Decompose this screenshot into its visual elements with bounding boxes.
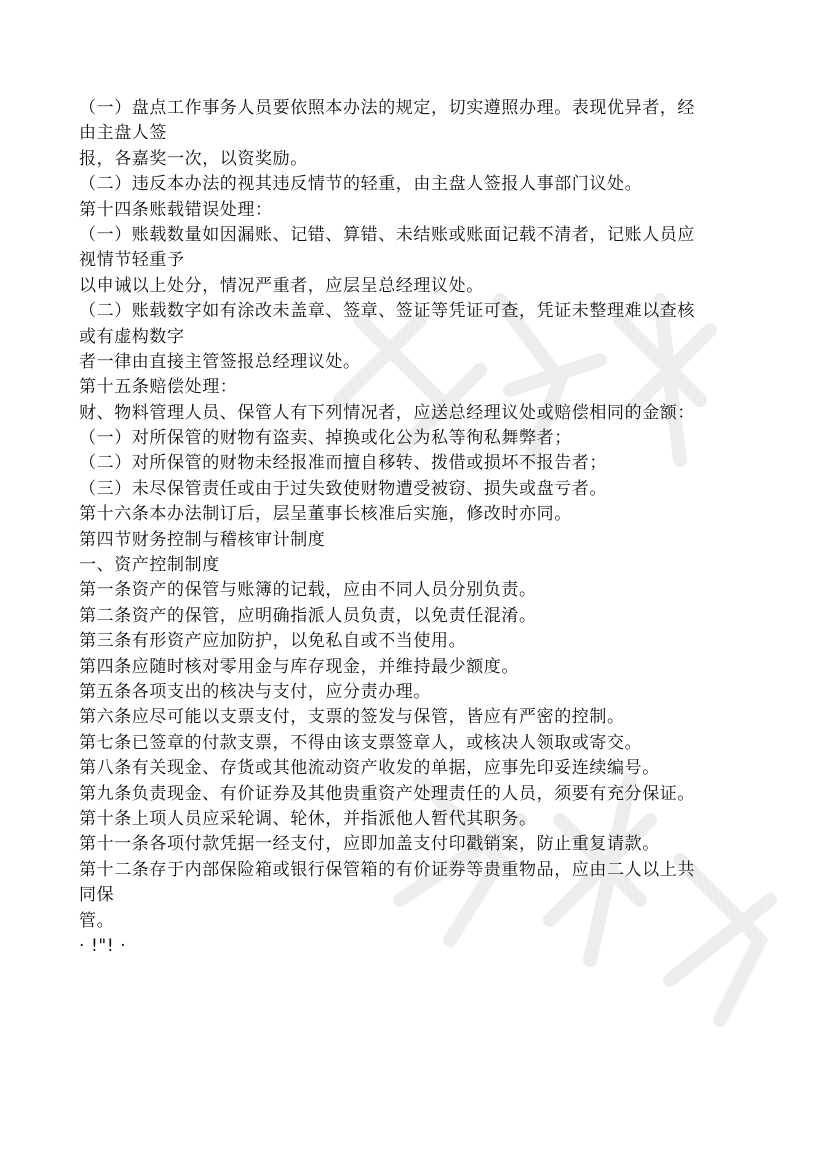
text-line: （一）对所保管的财物有盗卖、掉换或化公为私等徇私舞弊者； (79, 428, 572, 449)
text-line: 第八条有关现金、存货或其他流动资产收发的单据，应事先印妥连续编号。 (79, 758, 660, 779)
text-line: 第四条应随时核对零用金与库存现金，并维持最少额度。 (79, 656, 519, 677)
text-line: （一）盘点工作事务人员要依照本办法的规定，切实遵照办理。表现优异者，经 (79, 98, 695, 118)
text-line: （二）对所保管的财物未经报准而擅自移转、拨借或损坏不报告者； (79, 453, 607, 474)
text-line: 第十二条存于内部保险箱或银行保管箱的有价证券等贵重物品，应由二人以上共 (79, 859, 695, 880)
text-line: 第一条资产的保管与账簿的记载，应由不同人员分别负责。 (79, 580, 537, 601)
text-line: 第十条上项人员应采轮调、轮休，并指派他人暂代其职务。 (79, 808, 537, 829)
text-line: 第十六条本办法制订后，层呈董事长核准后实施，修改时亦同。 (79, 504, 572, 525)
text-line: 第七条已签章的付款支票，不得由该支票签章人，或核决人领取或寄交。 (79, 732, 643, 753)
page-marker: · !"! · (79, 935, 127, 956)
text-line: 第三条有形资产应加防护，以免私自或不当使用。 (79, 631, 467, 652)
text-line: 管。 (79, 910, 115, 931)
text-line: 财、物料管理人员、保管人有下列情况者，应送总经理议处或赔偿相同的金额： (79, 402, 695, 423)
text-line: 第九条负责现金、有价证券及其他贵重资产处理责任的人员，须要有充分保证。 (79, 783, 695, 804)
document-body (79, 96, 759, 959)
text-line: （一）账载数量如因漏账、记错、算错、未结账或账面记载不清者，记账人员应 (79, 224, 695, 245)
text-line: 第二条资产的保管，应明确指派人员负责，以免责任混淆。 (79, 605, 537, 626)
text-line: 第十一条各项付款凭据一经支付，应即加盖支付印戳销案，防止重复请款。 (79, 834, 660, 855)
text-line: （二）违反本办法的视其违反情节的轻重，由主盘人签报人事部门议处。 (79, 174, 643, 195)
section-heading: 第十四条账载错误处理： (79, 199, 273, 220)
text-line: 或有虚构数字 (79, 326, 185, 347)
chapter-heading: 第四节财务控制与稽核审计制度 (79, 529, 326, 550)
text-line: 同保 (79, 885, 115, 906)
text-line: 报，各嘉奖一次，以资奖励。 (79, 148, 308, 169)
text-line: 以申诫以上处分，情况严重者，应层呈总经理议处。 (79, 275, 484, 296)
text-line: 者一律由直接主管签报总经理议处。 (79, 351, 361, 372)
text-line: 由主盘人签 (79, 123, 167, 144)
text-line: 视情节轻重予 (79, 250, 185, 271)
text-line: 第五条各项支出的核决与支付，应分责办理。 (79, 681, 431, 702)
section-heading: 第十五条赔偿处理： (79, 377, 238, 398)
text-line: （三）未尽保管责任或由于过失致使财物遭受被窃、损失或盘亏者。 (79, 478, 607, 499)
text-line: （二）账载数字如有涂改未盖章、签章、签证等凭证可查，凭证未整理难以查核 (79, 301, 695, 322)
section-heading: 一、资产控制制度 (79, 555, 220, 576)
text-line: 第六条应尽可能以支票支付，支票的签发与保管，皆应有严密的控制。 (79, 707, 625, 728)
